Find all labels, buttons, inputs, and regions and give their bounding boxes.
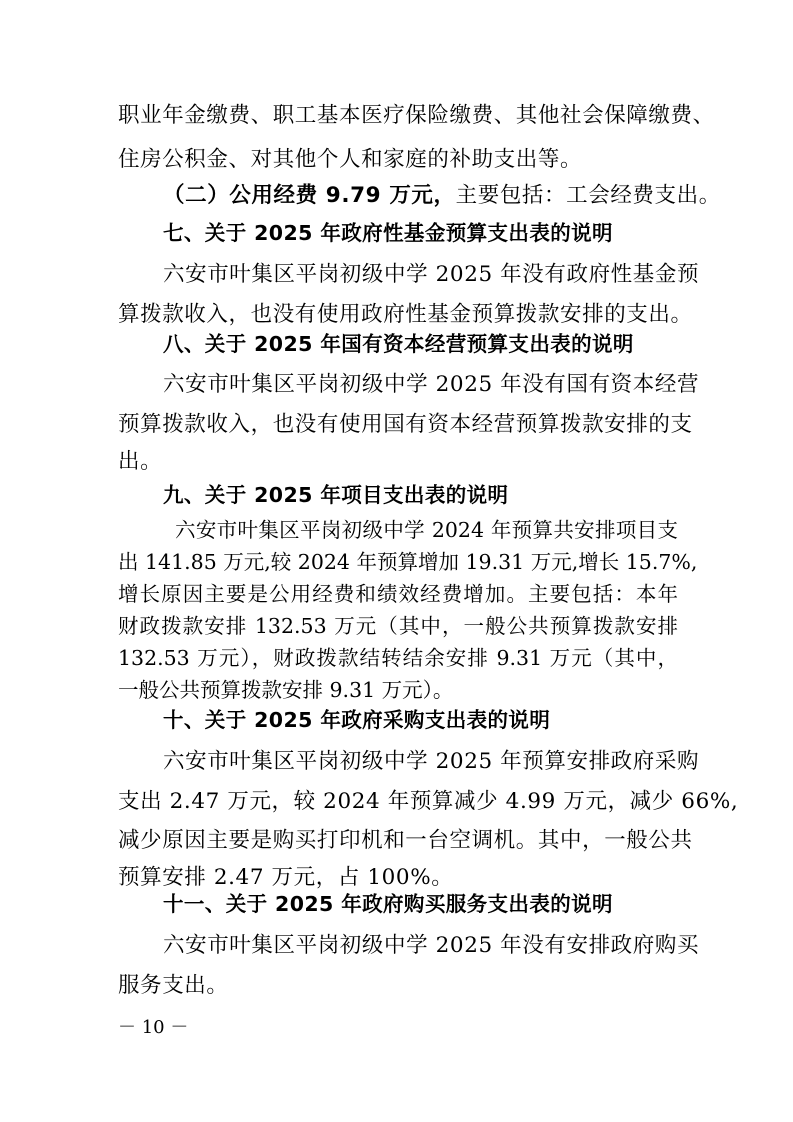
body-text-line: 支出 2.47 万元，较 2024 年预算减少 4.99 万元，减少 66%, [118,789,739,814]
body-text-line: 住房公积金、对其他个人和家庭的补助支出等。 [118,147,583,172]
section-heading-7: 七、关于 2025 年政府性基金预算支出表的说明 [163,221,613,245]
body-text-line: 增长原因主要是公用经费和绩效经费增加。主要包括：本年 [118,582,678,606]
body-text-line: 预算拨款收入，也没有使用国有资本经营预算拨款安排的支 [118,412,693,437]
page-number: － 10 － [118,1017,189,1038]
section-heading-9: 九、关于 2025 年项目支出表的说明 [163,483,509,507]
body-text-line: 六安市叶集区平岗初级中学 2025 年预算安排政府采购 [163,749,700,774]
body-text-line: 职业年金缴费、职工基本医疗保险缴费、其他社会保障缴费、 [118,103,715,128]
body-text-line: 六安市叶集区平岗初级中学 2025 年没有安排政府购买 [163,933,700,958]
body-text-line: 预算安排 2.47 万元，占 100%。 [118,865,454,890]
section-heading-11: 十一、关于 2025 年政府购买服务支出表的说明 [163,892,613,916]
body-text-line: 减少原因主要是购买打印机和一台空调机。其中，一般公共 [118,828,693,853]
body-text-line: 132.53 万元），财政拨款结转结余安排 9.31 万元（其中， [118,646,678,670]
body-text-line: 六安市叶集区平岗初级中学 2024 年预算共安排项目支 [175,518,678,542]
body-text-line: 六安市叶集区平岗初级中学 2025 年没有国有资本经营 [163,372,700,397]
body-text-line: 服务支出。 [118,973,229,998]
section-heading-10: 十、关于 2025 年政府采购支出表的说明 [163,708,551,732]
subheading-public-funds: （二）公用经费 9.79 万元， [163,183,456,208]
section-subheading-line [163,178,721,214]
body-text-line: 算拨款收入，也没有使用政府性基金预算拨款安排的支出。 [118,302,693,327]
body-text-line: 出 141.85 万元,较 2024 年预算增加 19.31 万元,增长 15.7%, [118,550,698,574]
body-text-line: 出。 [118,449,163,474]
section-heading-8: 八、关于 2025 年国有资本经营预算支出表的说明 [163,332,634,356]
subheading-detail: 主要包括：工会经费支出。 [455,183,721,208]
body-text-line: 六安市叶集区平岗初级中学 2025 年没有政府性基金预 [163,262,700,287]
body-text-line: 一般公共预算拨款安排 9.31 万元）。 [118,678,454,702]
body-text-line: 财政拨款安排 132.53 万元（其中，一般公共预算拨款安排 [118,614,678,638]
